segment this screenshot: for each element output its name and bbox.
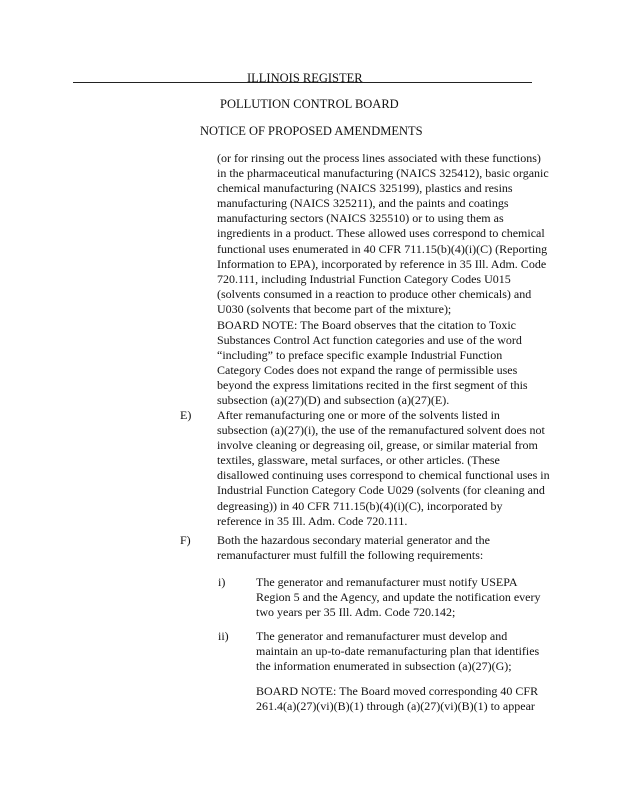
notice-title: NOTICE OF PROPOSED AMENDMENTS xyxy=(200,124,423,138)
board-note-1: BOARD NOTE: The Board observes that the citation to Toxic Substances Control Act function categories and use of the word “including” to preface specific example Industrial Function Category Codes does not expand the range of permissible uses beyond the express limitations recited in the first segment of this subsection (a)(27)(D) and subsection (a)(27)(E). xyxy=(217,318,528,408)
sub-i-text: The generator and remanufacturer must notify USEPA Region 5 and the Agency, and update the notification every two years per 35 Ill. Adm. Code 720.142; xyxy=(256,575,541,620)
board-note-2: BOARD NOTE: The Board moved corresponding 40 CFR 261.4(a)(27)(vi)(B)(1) through (a)(27)(vi)(B)(1) to appear xyxy=(256,684,539,714)
register-title: ILLINOIS REGISTER xyxy=(247,71,363,85)
sub-ii-text: The generator and remanufacturer must develop and maintain an up-to-date remanufacturing plan that identifies the information enumerated in subsection (a)(27)(G); xyxy=(256,629,540,674)
continuation-paragraph: (or for rinsing out the process lines associated with these functions) in the pharmaceutical manufacturing (NAICS 325412), basic organic chemical manufacturing (NAICS 325199), plastics and resins manufacturing (NAICS 325211), and the paints and coatings manufacturing sectors (NAICS 325510) or to using them as ingredients in a product. These allowed uses correspond to chemical functional uses enumerated in 40 CFR 711.15(b)(4)(i)(C) (Reporting Information to EPA), incorporated by reference in 35 Ill. Adm. Code 720.111, including Industrial Function Category Codes U015 (solvents consumed in a reaction to produce other chemicals) and U030 (solvents that become part of the mixture); xyxy=(217,151,549,316)
sub-ii-label: ii) xyxy=(218,629,229,643)
item-f-label: F) xyxy=(180,533,191,547)
item-f-text: Both the hazardous secondary material generator and the remanufacturer must fulfill the following requirements: xyxy=(217,533,490,563)
sub-i-label: i) xyxy=(218,575,226,589)
board-title: POLLUTION CONTROL BOARD xyxy=(220,97,399,111)
item-e-text: After remanufacturing one or more of the solvents listed in subsection (a)(27)(i), the use of the remanufactured solvent does not involve cleaning or degreasing oil, grease, or similar material from textiles, glassware, metal surfaces, or other articles. (These disallowed continuing uses correspond to chemical functional uses in Industrial Function Category Code U029 (solvents (for cleaning and degreasing)) in 40 CFR 711.15(b)(4)(i)(C), incorporated by reference in 35 Ill. Adm. Code 720.111. xyxy=(217,408,550,528)
item-e-label: E) xyxy=(180,408,192,422)
